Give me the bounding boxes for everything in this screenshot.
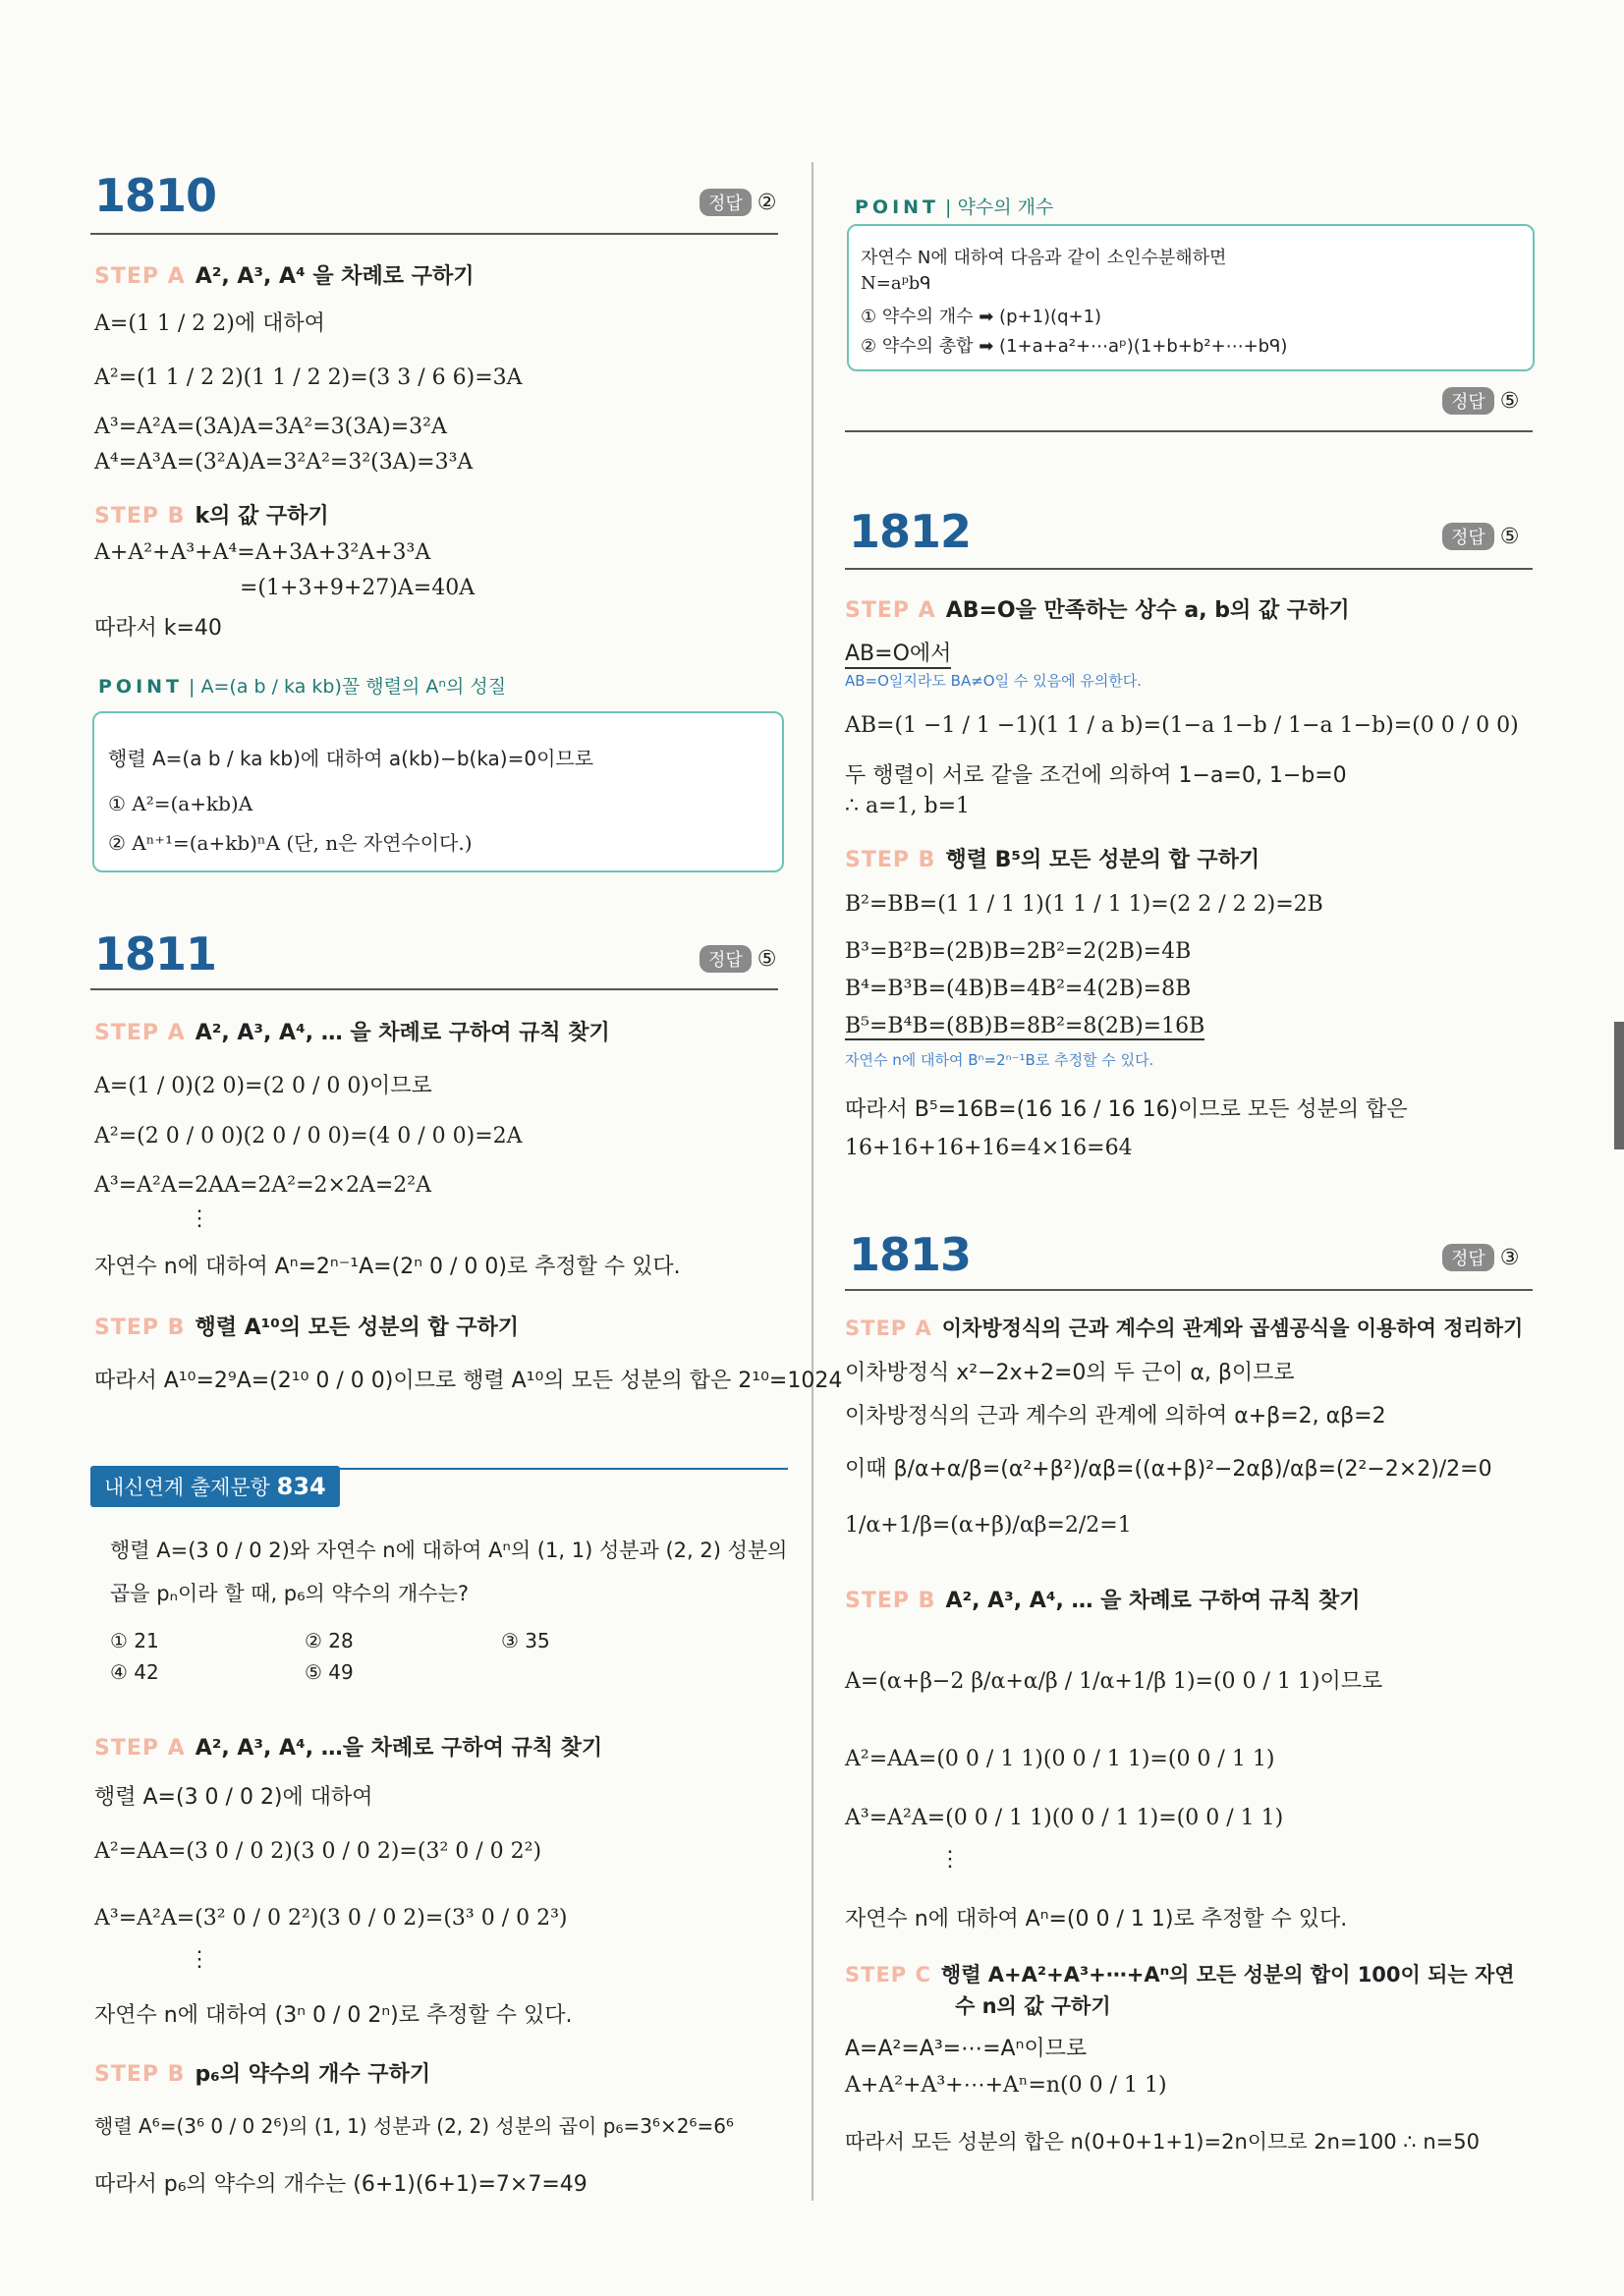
step-label: STEP A (94, 264, 186, 289)
point-title-text: 약수의 개수 (957, 196, 1054, 218)
option-4[interactable]: ④ 42 (110, 1660, 159, 1684)
solution-line: A=A²=A³=⋯=Aⁿ이므로 (845, 2037, 1088, 2061)
solution-line: A=(α+β−2 β/α+α/β / 1/α+1/β 1)=(0 0 / 1 1)이므로 (845, 1669, 1383, 1694)
solution-line: 자연수 n에 대하여 Aⁿ=2ⁿ⁻¹A=(2ⁿ 0 / 0 0)로 추정할 수 있다. (94, 1255, 681, 1279)
solution-line: 이때 β/α+α/β=(α²+β²)/αβ=((α+β)²−2αβ)/αβ=(2²−2×2)/2=0 (845, 1457, 1492, 1482)
answer-value: ⑤ (1499, 389, 1520, 414)
solution-line: B⁴=B³B=(4B)B=4B²=4(2B)=8B (845, 977, 1192, 1001)
answer-tag: 정답 (700, 945, 752, 973)
step-title: AB=O을 만족하는 상수 a, b의 값 구하기 (945, 598, 1350, 623)
solution-line: 두 행렬이 서로 같을 조건에 의하여 1−a=0, 1−b=0 (845, 763, 1347, 788)
solution-line: 이차방정식의 근과 계수의 관계에 의하여 α+β=2, αβ=2 (845, 1404, 1386, 1428)
point-line: ② 약수의 총합 ➡ (1+a+a²+⋯aᵖ)(1+b+b²+⋯+bᑫ) (861, 336, 1288, 357)
solution-line: B²=BB=(1 1 / 1 1)(1 1 / 1 1)=(2 2 / 2 2)=2B (845, 892, 1323, 917)
solution-line: 16+16+16+16=4×16=64 (845, 1136, 1133, 1160)
point-line: 자연수 N에 대하여 다음과 같이 소인수분해하면 (861, 248, 1227, 268)
point-title-divisors: POINT | 약수의 개수 (855, 196, 1054, 218)
solution-line: A+A²+A³+A⁴=A+3A+3²A+3³A (94, 540, 431, 565)
answer-tag: 정답 (1442, 387, 1494, 415)
step-c-1813 (845, 1959, 1515, 1988)
solution-line: A=(1 1 / 2 2)에 대하여 (94, 311, 325, 336)
solution-line: 자연수 n에 대하여 Aⁿ=(0 0 / 1 1)로 추정할 수 있다. (845, 1907, 1348, 1932)
step-label: STEP B (845, 1589, 936, 1613)
problem-number-1813: 1813 (849, 1228, 972, 1281)
solution-line: 행렬 A⁶=(3⁶ 0 / 0 2⁶)의 (1, 1) 성분과 (2, 2) 성분의 곱이 p₆=3⁶×2⁶=6⁶ (94, 2114, 734, 2138)
solution-line: A³=A²A=(0 0 / 1 1)(0 0 / 1 1)=(0 0 / 1 1) (845, 1806, 1284, 1830)
hint-note: 자연수 n에 대하여 Bⁿ=2ⁿ⁻¹B로 추정할 수 있다. (845, 1051, 1154, 1069)
step-title: 행렬 B⁵의 모든 성분의 합 구하기 (945, 848, 1260, 872)
solution-line: A³=A²A=(3A)A=3A²=3(3A)=3²A (94, 415, 447, 439)
answer-value: ③ (1499, 1246, 1520, 1270)
solution-line: A+A²+A³+⋯+Aⁿ=n(0 0 / 1 1) (845, 2073, 1167, 2098)
step-title: 이차방정식의 근과 계수의 관계와 곱셈공식을 이용하여 정리하기 (941, 1316, 1524, 1340)
step-a-1811 (94, 1016, 610, 1046)
step-b-1813 (845, 1584, 1361, 1614)
section-rule (845, 568, 1533, 570)
step-label: STEP B (94, 504, 186, 529)
point-line: 행렬 A=(a b / ka kb)에 대하여 a(kb)−b(ka)=0이므로 (108, 747, 594, 770)
point-line: ② Aⁿ⁺¹=(a+kb)ⁿA (단, n은 자연수이다.) (108, 831, 473, 855)
banner-number: 834 (276, 1473, 326, 1500)
solution-line: A²=AA=(3 0 / 0 2)(3 0 / 0 2)=(3² 0 / 0 2²) (94, 1839, 542, 1864)
problem-number-1810: 1810 (94, 169, 217, 222)
vertical-dots: ⋮ (939, 1847, 961, 1872)
step-label: STEP A (94, 1021, 186, 1045)
step-label: STEP B (845, 848, 936, 872)
solution-line: 이차방정식 x²−2x+2=0의 두 근이 α, β이므로 (845, 1361, 1295, 1385)
solution-line: B⁵=B⁴B=(8B)B=8B²=8(2B)=16B (845, 1014, 1205, 1038)
page-edge-tab (1614, 1022, 1624, 1149)
answer-1810 (700, 189, 777, 216)
step-a-1810 (94, 259, 474, 290)
step-title: A², A³, A⁴, … 을 차례로 구하여 규칙 찾기 (945, 1589, 1361, 1613)
solution-line: 따라서 모든 성분의 합은 n(0+0+1+1)=2n이므로 2n=100 ∴ n=50 (845, 2130, 1480, 2154)
solution-line: 따라서 k=40 (94, 616, 222, 641)
option-3[interactable]: ③ 35 (501, 1629, 550, 1652)
step-label: STEP B (94, 2062, 186, 2087)
question-line: 곱을 pₙ이라 할 때, p₆의 약수의 개수는? (110, 1582, 470, 1605)
vertical-dots: ⋮ (189, 1947, 210, 1972)
solution-line: A⁴=A³A=(3²A)A=3²A²=3²(3A)=3³A (94, 450, 474, 475)
solution-line: B³=B²B=(2B)B=2B²=2(2B)=4B (845, 939, 1192, 964)
banner-text: 내신연계 출제문항 (104, 1476, 270, 1499)
point-tag: POINT (98, 676, 184, 698)
answer-tag: 정답 (1442, 523, 1494, 550)
step-title: A², A³, A⁴ 을 차례로 구하기 (195, 264, 475, 289)
solution-line: ∴ a=1, b=1 (845, 794, 971, 818)
step-label: STEP C (845, 1963, 931, 1987)
vertical-dots: ⋮ (189, 1206, 210, 1231)
solution-line: A³=A²A=(3² 0 / 0 2²)(3 0 / 0 2)=(3³ 0 / 0 2³) (94, 1906, 568, 1931)
point-line: N=aᵖbᑫ (861, 273, 931, 294)
step-title: A², A³, A⁴, …을 차례로 구하여 규칙 찾기 (195, 1736, 603, 1761)
answer-value: ② (756, 191, 777, 215)
step-c-1813-cont: 수 n의 값 구하기 (955, 1994, 1111, 2018)
answer-1811 (700, 945, 777, 973)
step-b-1810 (94, 499, 329, 530)
step-a-1812 (845, 593, 1350, 624)
answer-1812 (1442, 523, 1520, 550)
point-box-1810 (92, 711, 784, 872)
step-b-834 (94, 2057, 430, 2088)
option-5[interactable]: ⑤ 49 (305, 1660, 354, 1684)
answer-tag: 정답 (700, 189, 752, 216)
step-title: 행렬 A+A²+A³+⋯+Aⁿ의 모든 성분의 합이 100이 되는 자연 (940, 1963, 1515, 1987)
section-rule (90, 988, 778, 990)
step-a-834 (94, 1731, 602, 1762)
solution-line: 따라서 p₆의 약수의 개수는 (6+1)(6+1)=7×7=49 (94, 2172, 588, 2197)
step-label: STEP A (94, 1736, 186, 1761)
step-title: p₆의 약수의 개수 구하기 (195, 2062, 431, 2087)
solution-line: AB=(1 −1 / 1 −1)(1 1 / a b)=(1−a 1−b / 1−a 1−b)=(0 0 / 0 0) (845, 713, 1519, 738)
column-divider (812, 162, 813, 2201)
option-1[interactable]: ① 21 (110, 1629, 159, 1652)
answer-1813 (1442, 1244, 1520, 1271)
section-rule (845, 1289, 1533, 1291)
step-title: k의 값 구하기 (195, 504, 329, 529)
problem-number-1812: 1812 (849, 505, 972, 558)
step-title: A², A³, A⁴, … 을 차례로 구하여 규칙 찾기 (195, 1021, 610, 1045)
hint-note: AB=O일지라도 BA≠O일 수 있음에 유의한다. (845, 672, 1143, 690)
question-line: 행렬 A=(3 0 / 0 2)와 자연수 n에 대하여 Aⁿ의 (1, 1) 성분과 (2, 2) 성분의 (110, 1539, 788, 1562)
answer-value: ⑤ (756, 947, 777, 972)
step-title: 행렬 A¹⁰의 모든 성분의 합 구하기 (195, 1316, 520, 1340)
point-line: ① A²=(a+kb)A (108, 792, 253, 815)
answer-834 (1442, 387, 1520, 415)
solution-line: A²=(2 0 / 0 0)(2 0 / 0 0)=(4 0 / 0 0)=2A (94, 1124, 523, 1148)
solution-line: 따라서 A¹⁰=2⁹A=(2¹⁰ 0 / 0 0)이므로 행렬 A¹⁰의 모든 성분의 합은 2¹⁰=1024 (94, 1369, 843, 1393)
answer-value: ⑤ (1499, 525, 1520, 549)
step-label: STEP A (845, 1316, 932, 1340)
step-b-1812 (845, 843, 1260, 873)
section-rule (90, 233, 778, 235)
banner-rule (90, 1468, 788, 1470)
step-label: STEP B (94, 1316, 186, 1340)
problem-number-1811: 1811 (94, 927, 217, 980)
solution-line: 행렬 A=(3 0 / 0 2)에 대하여 (94, 1785, 373, 1810)
solution-line: =(1+3+9+27)A=40A (240, 576, 476, 600)
solution-line: AB=O에서 (845, 637, 951, 669)
option-2[interactable]: ② 28 (305, 1629, 354, 1652)
point-line: ① 약수의 개수 ➡ (p+1)(q+1) (861, 307, 1102, 327)
solution-line: A²=AA=(0 0 / 1 1)(0 0 / 1 1)=(0 0 / 1 1) (845, 1747, 1275, 1771)
point-title-1810: POINT | A=(a b / ka kb)꼴 행렬의 Aⁿ의 성질 (98, 676, 507, 698)
solution-line: 따라서 B⁵=16B=(16 16 / 16 16)이므로 모든 성분의 합은 (845, 1097, 1408, 1122)
point-box-divisors (847, 224, 1535, 371)
solution-line: A³=A²A=2AA=2A²=2×2A=2²A (94, 1173, 431, 1198)
solution-line: 자연수 n에 대하여 (3ⁿ 0 / 0 2ⁿ)로 추정할 수 있다. (94, 2003, 573, 2028)
answer-tag: 정답 (1442, 1244, 1494, 1271)
related-problem-banner (90, 1466, 340, 1507)
solution-line: A=(1 / 0)(2 0)=(2 0 / 0 0)이므로 (94, 1074, 432, 1098)
step-a-1813 (845, 1313, 1523, 1342)
step-b-1811 (94, 1311, 519, 1341)
solution-line: 1/α+1/β=(α+β)/αβ=2/2=1 (845, 1513, 1132, 1538)
point-tag: POINT (855, 196, 940, 218)
solution-line: A²=(1 1 / 2 2)(1 1 / 2 2)=(3 3 / 6 6)=3A (94, 365, 523, 390)
point-title-text: A=(a b / ka kb)꼴 행렬의 Aⁿ의 성질 (200, 676, 507, 698)
step-label: STEP A (845, 598, 936, 623)
section-rule (845, 430, 1533, 432)
